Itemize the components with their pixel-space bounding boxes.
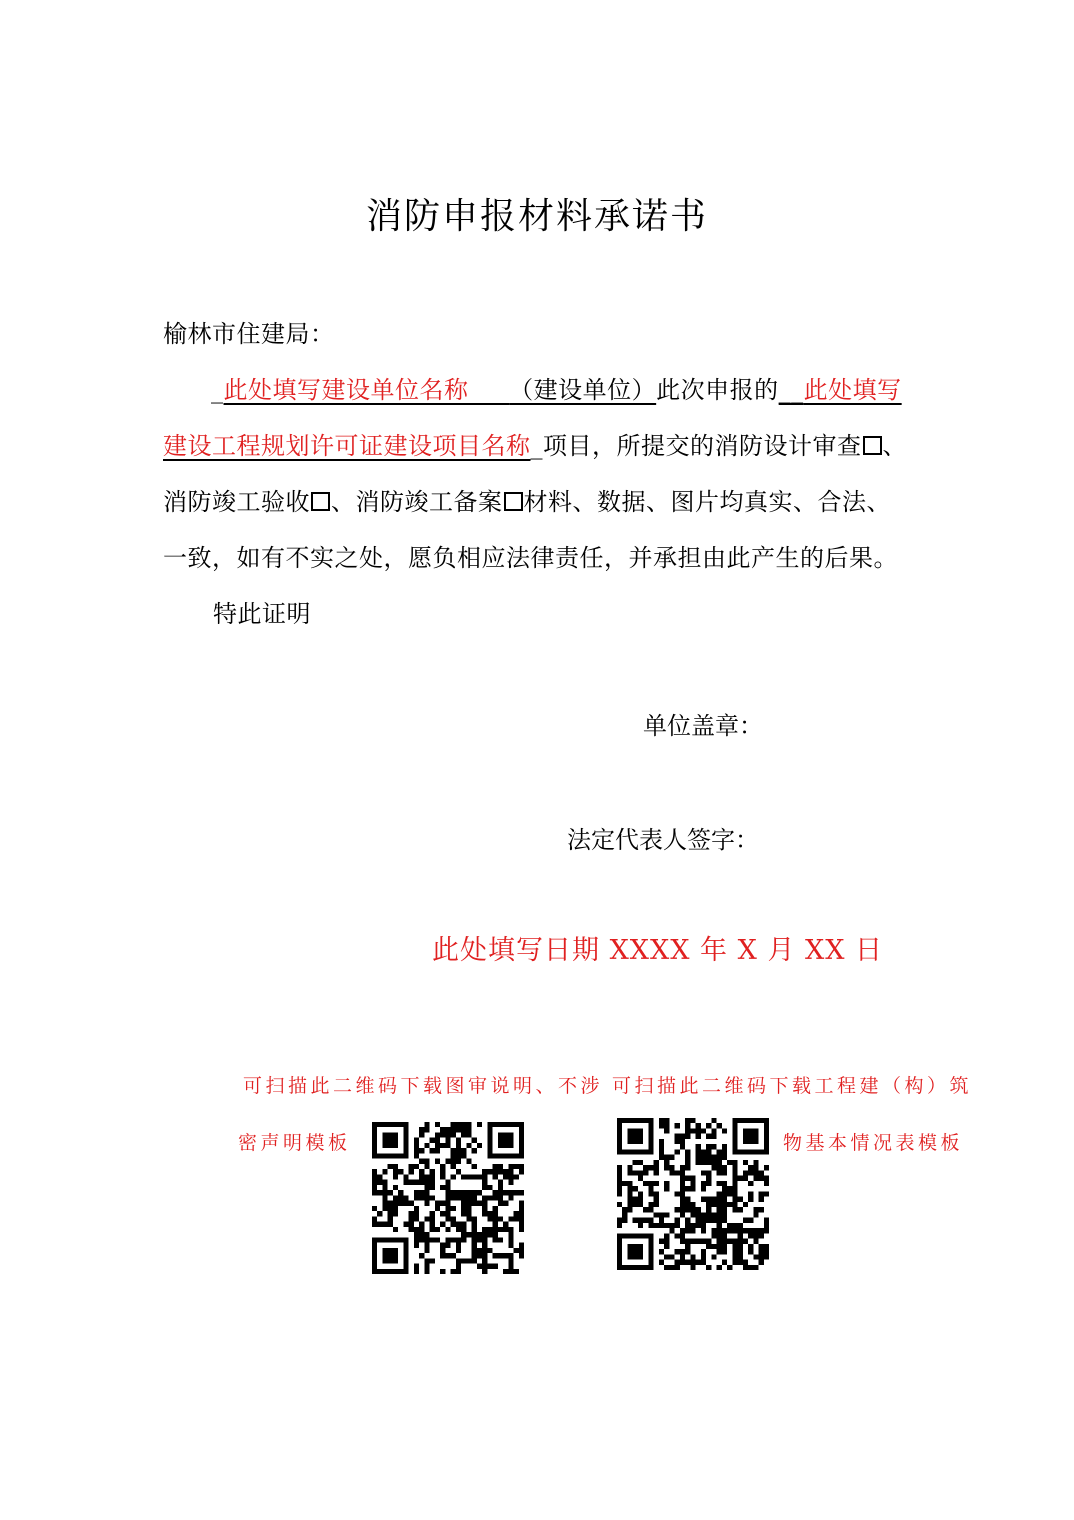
- date-placeholder: 此处填写日期 XXXX 年 X 月 XX 日: [432, 935, 884, 966]
- unit-role-text: （建设单位）: [509, 376, 657, 404]
- qr-code-left[interactable]: [372, 1122, 524, 1274]
- addressee: 榆林市住建局：: [163, 320, 335, 348]
- blank-line: _: [530, 432, 543, 460]
- qr-left-caption-line1: 可扫描此二维码下载图审说明、不涉: [243, 1075, 604, 1097]
- paragraph-line-3: [163, 482, 891, 517]
- paragraph-text: 此次申报的: [656, 376, 779, 404]
- paragraph-line-2: [163, 426, 907, 461]
- checkbox-filing[interactable]: [504, 492, 523, 511]
- paragraph-text: 、: [882, 432, 907, 460]
- seal-label: 单位盖章：: [643, 712, 763, 740]
- signature-label: 法定代表人签字：: [567, 826, 759, 854]
- blank-line: __: [778, 376, 804, 404]
- document-title: 消防申报材料承诺书: [365, 196, 708, 237]
- qr-left-caption-line2: 密声明模板: [238, 1132, 351, 1154]
- closing-text: 特此证明: [213, 600, 311, 628]
- checkbox-acceptance[interactable]: [311, 492, 330, 511]
- unit-name-placeholder: 此处填写建设单位名称: [223, 376, 469, 404]
- checkbox-design-review[interactable]: [863, 436, 882, 455]
- paragraph-text: 材料、数据、图片均真实、合法、: [523, 488, 891, 516]
- paragraph-text: 消防竣工验收: [163, 488, 310, 516]
- paragraph-text: 、消防竣工备案: [331, 488, 503, 516]
- qr-code-right[interactable]: [617, 1118, 769, 1270]
- qr-right-caption-line2: 物基本情况表模板: [783, 1132, 964, 1154]
- blank-line: _: [211, 376, 224, 404]
- paragraph-line-1: [211, 370, 902, 405]
- blank-gap: [469, 376, 510, 404]
- project-name-placeholder-part1: 此处填写: [803, 376, 902, 404]
- paragraph-line-4: 一致，如有不实之处，愿负相应法律责任，并承担由此产生的后果。: [163, 544, 898, 572]
- qr-right-caption-line1: 可扫描此二维码下载工程建（构）筑: [612, 1075, 973, 1097]
- paragraph-text: 项目，所提交的消防设计审查: [543, 432, 862, 460]
- project-name-placeholder-part2: 建设工程规划许可证建设项目名称: [163, 432, 531, 460]
